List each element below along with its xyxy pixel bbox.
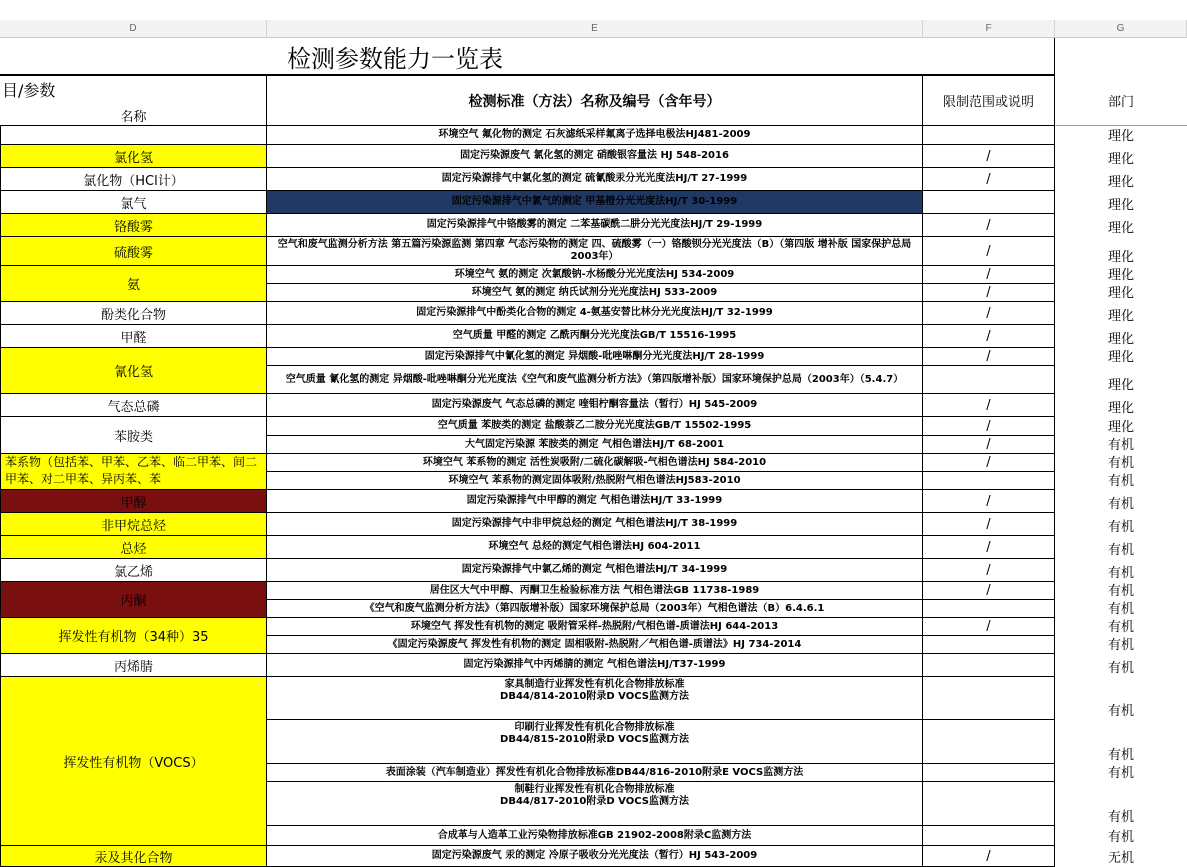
dept-cell[interactable]: 有机 <box>1107 661 1134 676</box>
limit-cell[interactable]: / <box>923 325 1055 348</box>
dept-cell[interactable]: 理化 <box>1107 420 1134 435</box>
standard-cell[interactable]: 制鞋行业挥发性有机化合物排放标准 DB44/817-2010附录D VOCS监测方法 <box>267 782 923 826</box>
item-name-cell[interactable]: 非甲烷总烃 <box>0 513 267 536</box>
limit-cell[interactable]: / <box>923 348 1055 366</box>
standard-cell[interactable]: 固定污染源排气中铬酸雾的测定 二苯基碳酰二肼分光光度法HJ/T 29-1999 <box>267 214 923 237</box>
standard-cell[interactable]: 固定污染源排气中氯乙烯的测定 气相色谱法HJ/T 34-1999 <box>267 559 923 582</box>
dept-cell[interactable]: 有机 <box>1107 830 1134 845</box>
item-name-cell[interactable]: 硫酸雾 <box>0 237 267 266</box>
standard-cell[interactable]: 固定污染源排气中甲醇的测定 气相色谱法HJ/T 33-1999 <box>267 490 923 513</box>
limit-cell[interactable] <box>923 600 1055 618</box>
standard-cell[interactable]: 《固定污染源废气 挥发性有机物的测定 固相吸附-热脱附／气相色谱-质谱法》HJ 734-2014 <box>267 636 923 654</box>
dept-cell[interactable]: 有机 <box>1107 520 1134 535</box>
standard-cell[interactable]: 固定污染源排气中氯化氢的测定 硫氰酸汞分光光度法HJ/T 27-1999 <box>267 168 923 191</box>
standard-cell[interactable]: 表面涂装（汽车制造业）挥发性有机化合物排放标准DB44/816-2010附录E VOCS监测方法 <box>267 764 923 782</box>
standard-cell[interactable]: 固定污染源排气中非甲烷总烃的测定 气相色谱法HJ/T 38-1999 <box>267 513 923 536</box>
dept-cell[interactable]: 有机 <box>1107 456 1134 471</box>
dept-cell[interactable]: 有机 <box>1107 704 1134 719</box>
standard-cell[interactable]: 空气质量 氰化氢的测定 异烟酸-吡唑啉酮分光光度法《空气和废气监测分析方法》（第四版增补版）国家环境保护总局（2003年）（5.4.7） <box>267 366 923 394</box>
limit-cell[interactable]: / <box>923 536 1055 559</box>
standard-cell[interactable]: 印刷行业挥发性有机化合物排放标准 DB44/815-2010附录D VOCS监测方法 <box>267 720 923 764</box>
limit-cell[interactable]: / <box>923 490 1055 513</box>
standard-cell[interactable]: 固定污染源废气 汞的测定 冷原子吸收分光光度法（暂行）HJ 543-2009 <box>267 846 923 867</box>
item-name-cell[interactable]: 苯系物（包括苯、甲苯、乙苯、临二甲苯、间二甲苯、对二甲苯、异丙苯、苯 <box>0 454 267 490</box>
item-name-cell[interactable]: 铬酸雾 <box>0 214 267 237</box>
standard-cell[interactable]: 环境空气 总烃的测定气相色谱法HJ 604-2011 <box>267 536 923 559</box>
item-name-cell[interactable]: 甲醛 <box>0 325 267 348</box>
standard-cell[interactable]: 固定污染源废气 气态总磷的测定 喹钼柠酮容量法（暂行）HJ 545-2009 <box>267 394 923 417</box>
limit-cell[interactable] <box>923 126 1055 145</box>
dept-cell[interactable]: 理化 <box>1107 250 1134 265</box>
standard-cell[interactable]: 家具制造行业挥发性有机化合物排放标准 DB44/814-2010附录D VOCS监测方法 <box>267 677 923 720</box>
standard-cell[interactable]: 大气固定污染源 苯胺类的测定 气相色谱法HJ/T 68-2001 <box>267 436 923 454</box>
limit-cell[interactable]: / <box>923 513 1055 536</box>
standard-cell[interactable]: 空气和废气监测分析方法 第五篇污染源监测 第四章 气态污染物的测定 四、硫酸雾（一）铬酸钡分光光度法（B）（第四版 增补版 国家保护总局 2003年） <box>267 237 923 266</box>
limit-cell[interactable]: / <box>923 582 1055 600</box>
limit-cell[interactable]: / <box>923 846 1055 867</box>
standard-cell[interactable]: 环境空气 苯系物的测定固体吸附/热脱附气相色谱法HJ583-2010 <box>267 472 923 490</box>
item-name-cell[interactable]: 甲醇 <box>0 490 267 513</box>
header-standard[interactable]: 检测标准（方法）名称及编号（含年号） <box>267 76 923 126</box>
header-limit[interactable]: 限制范围或说明 <box>923 76 1055 126</box>
limit-cell[interactable] <box>923 191 1055 214</box>
item-name-cell[interactable]: 氨 <box>0 266 267 302</box>
limit-cell[interactable]: / <box>923 394 1055 417</box>
dept-cell[interactable]: 有机 <box>1107 543 1134 558</box>
standard-cell[interactable]: 环境空气 氟化物的测定 石灰滤纸采样氟离子选择电极法HJ481-2009 <box>267 126 923 145</box>
header-dept[interactable]: 部门 <box>1055 76 1187 126</box>
item-name-cell[interactable]: 氯乙烯 <box>0 559 267 582</box>
limit-cell[interactable]: / <box>923 302 1055 325</box>
dept-cell[interactable]: 有机 <box>1107 748 1134 763</box>
dept-cell[interactable]: 有机 <box>1107 497 1134 512</box>
dept-cell[interactable]: 理化 <box>1107 401 1134 416</box>
limit-cell[interactable]: / <box>923 436 1055 454</box>
dept-cell[interactable]: 有机 <box>1107 766 1134 781</box>
dept-cell[interactable]: 理化 <box>1107 129 1134 144</box>
item-name-cell[interactable]: 挥发性有机物（34种）35 <box>0 618 267 654</box>
item-name-cell[interactable]: 氯化氢 <box>0 145 267 168</box>
standard-cell[interactable]: 空气质量 苯胺类的测定 盐酸萘乙二胺分光光度法GB/T 15502-1995 <box>267 417 923 436</box>
standard-cell[interactable]: 环境空气 氨的测定 次氯酸钠-水杨酸分光光度法HJ 534-2009 <box>267 266 923 284</box>
standard-cell[interactable]: 固定污染源排气中氯气的测定 甲基橙分光光度法HJ/T 30-1999 <box>267 191 923 214</box>
limit-cell[interactable]: / <box>923 145 1055 168</box>
limit-cell[interactable]: / <box>923 266 1055 284</box>
item-name-cell[interactable]: 氯气 <box>0 191 267 214</box>
standard-cell[interactable]: 居住区大气中甲醇、丙酮卫生检验标准方法 气相色谱法GB 11738-1989 <box>267 582 923 600</box>
dept-cell[interactable]: 有机 <box>1107 638 1134 653</box>
item-name-cell[interactable]: 苯胺类 <box>0 417 267 454</box>
column-header-e[interactable]: E <box>267 20 923 38</box>
dept-cell[interactable]: 有机 <box>1107 474 1134 489</box>
limit-cell[interactable]: / <box>923 237 1055 266</box>
dept-cell[interactable]: 有机 <box>1107 620 1134 635</box>
standard-cell[interactable]: 固定污染源排气中酚类化合物的测定 4-氨基安替比林分光光度法HJ/T 32-1999 <box>267 302 923 325</box>
standard-cell[interactable]: 合成革与人造革工业污染物排放标准GB 21902-2008附录C监测方法 <box>267 826 923 846</box>
limit-cell[interactable] <box>923 826 1055 846</box>
dept-cell[interactable]: 理化 <box>1107 309 1134 324</box>
dept-cell[interactable]: 理化 <box>1107 332 1134 347</box>
column-header-g[interactable]: G <box>1055 20 1187 38</box>
limit-cell[interactable] <box>923 366 1055 394</box>
standard-cell[interactable]: 固定污染源排气中氰化氢的测定 异烟酸-吡唑啉酮分光光度法HJ/T 28-1999 <box>267 348 923 366</box>
limit-cell[interactable]: / <box>923 214 1055 237</box>
limit-cell[interactable]: / <box>923 284 1055 302</box>
limit-cell[interactable] <box>923 764 1055 782</box>
dept-cell[interactable]: 理化 <box>1107 175 1134 190</box>
standard-cell[interactable]: 环境空气 氨的测定 纳氏试剂分光光度法HJ 533-2009 <box>267 284 923 302</box>
header-name: 名称 <box>120 110 147 125</box>
item-name-cell[interactable]: 酚类化合物 <box>0 302 267 325</box>
limit-cell[interactable]: / <box>923 168 1055 191</box>
toolbar-strip <box>0 0 1187 20</box>
header-item-param: 目/参数 <box>2 81 56 100</box>
dept-cell[interactable]: 有机 <box>1107 584 1134 599</box>
item-name-cell[interactable]: 挥发性有机物（VOCS） <box>0 677 267 846</box>
item-name-cell[interactable]: 丙酮 <box>0 582 267 618</box>
item-name-cell[interactable]: 总烃 <box>0 536 267 559</box>
item-name-cell[interactable]: 氰化氢 <box>0 348 267 394</box>
title-row-cell-f[interactable] <box>923 38 1055 76</box>
limit-cell[interactable]: / <box>923 618 1055 636</box>
standard-cell[interactable]: 环境空气 挥发性有机物的测定 吸附管采样-热脱附/气相色谱-质谱法HJ 644-2013 <box>267 618 923 636</box>
standard-cell[interactable]: 《空气和废气监测分析方法》（第四版增补版）国家环境保护总局（2003年）气相色谱法（B）6.4.6.1 <box>267 600 923 618</box>
standard-cell[interactable]: 环境空气 苯系物的测定 活性炭吸附/二硫化碳解吸-气相色谱法HJ 584-2010 <box>267 454 923 472</box>
dept-cell[interactable]: 理化 <box>1107 152 1134 167</box>
dept-cell[interactable]: 理化 <box>1107 286 1134 301</box>
dept-cell[interactable]: 理化 <box>1107 198 1134 213</box>
title-row-cell-g[interactable] <box>1055 38 1187 76</box>
dept-cell[interactable]: 有机 <box>1107 566 1134 581</box>
dept-cell[interactable]: 无机 <box>1107 851 1134 866</box>
limit-cell[interactable] <box>923 677 1055 720</box>
limit-cell[interactable] <box>923 654 1055 677</box>
limit-cell[interactable] <box>923 720 1055 764</box>
standard-cell[interactable]: 固定污染源排气中丙烯腈的测定 气相色谱法HJ/T37-1999 <box>267 654 923 677</box>
limit-cell[interactable] <box>923 782 1055 826</box>
item-name-cell[interactable]: 气态总磷 <box>0 394 267 417</box>
standard-cell[interactable]: 固定污染源废气 氯化氢的测定 硝酸银容量法 HJ 548-2016 <box>267 145 923 168</box>
dept-cell[interactable]: 理化 <box>1107 350 1134 365</box>
header-name-cell[interactable] <box>0 76 267 126</box>
dept-cell[interactable]: 有机 <box>1107 810 1134 825</box>
item-name-cell[interactable]: 汞及其化合物 <box>0 846 267 867</box>
dept-cell[interactable]: 理化 <box>1107 268 1134 283</box>
item-name-cell[interactable]: 丙烯腈 <box>0 654 267 677</box>
limit-cell[interactable] <box>923 636 1055 654</box>
limit-cell[interactable]: / <box>923 417 1055 436</box>
limit-cell[interactable] <box>923 472 1055 490</box>
dept-cell[interactable]: 有机 <box>1107 602 1134 617</box>
dept-cell[interactable]: 理化 <box>1107 221 1134 236</box>
title-row-cell-d[interactable] <box>0 38 267 76</box>
column-header-f[interactable]: F <box>923 20 1055 38</box>
item-name-cell[interactable] <box>0 126 267 145</box>
standard-cell[interactable]: 空气质量 甲醛的测定 乙酰丙酮分光光度法GB/T 15516-1995 <box>267 325 923 348</box>
limit-cell[interactable]: / <box>923 454 1055 472</box>
limit-cell[interactable]: / <box>923 559 1055 582</box>
dept-cell[interactable]: 有机 <box>1107 438 1134 453</box>
column-header-d[interactable]: D <box>0 20 267 38</box>
item-name-cell[interactable]: 氯化物（HCl计） <box>0 168 267 191</box>
page-title[interactable]: 检测参数能力一览表 <box>267 38 923 76</box>
dept-cell[interactable]: 理化 <box>1107 378 1134 393</box>
